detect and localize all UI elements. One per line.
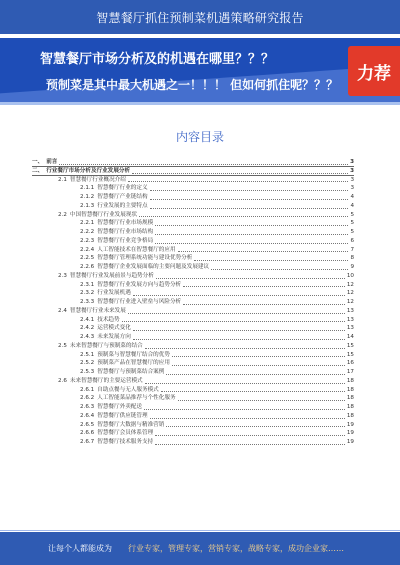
- toc-entry[interactable]: [32, 351, 354, 360]
- toc-dot-leader: [128, 313, 345, 314]
- toc-entry-title: 预制菜与智慧餐厅结合的优势: [97, 351, 170, 358]
- toc-dot-leader: [144, 409, 345, 410]
- report-title-bar: [0, 0, 400, 34]
- toc-entry-title: 预制菜产品在智慧餐厅的应用: [97, 360, 170, 367]
- toc-entry-page: 8: [350, 255, 354, 262]
- toc-entry-title: 自助点餐与无人服务模式: [97, 386, 159, 393]
- hero-subheadline: 预制菜是其中最大机遇之一！！！ 但如何抓住呢？？？: [46, 78, 339, 92]
- toc-entry[interactable]: [32, 386, 354, 395]
- toc-entry[interactable]: [32, 307, 354, 316]
- toc-dot-leader: [155, 225, 348, 226]
- toc-entry[interactable]: [32, 368, 354, 377]
- toc-entry[interactable]: [32, 167, 354, 176]
- toc-entry-page: 14: [346, 334, 354, 340]
- hero-divider: [0, 102, 400, 105]
- toc-entry[interactable]: [32, 176, 354, 185]
- toc-dot-leader: [122, 321, 345, 322]
- toc-dot-leader: [145, 348, 345, 349]
- toc-entry-number: 2.5.3: [80, 369, 95, 375]
- toc-entry-title: 人工智能菜品推荐与个性化服务: [97, 395, 176, 402]
- toc-entry-number: 2.6.3: [80, 404, 95, 410]
- toc-entry-title: 智慧餐厅行业市场结构: [97, 229, 154, 235]
- toc-entry-title: 智慧餐厅外卖配送: [97, 404, 142, 410]
- toc-entry[interactable]: [32, 438, 354, 447]
- toc-entry-page: 13: [346, 325, 354, 332]
- toc-entry-page: 15: [346, 342, 354, 349]
- toc-dot-leader: [155, 234, 348, 235]
- toc-entry-page: 17: [346, 369, 354, 375]
- toc-entry-page: 13: [346, 307, 354, 314]
- toc-entry-title: 智慧餐厅产业链结构: [97, 194, 148, 200]
- toc-entry-page: 4: [350, 194, 354, 200]
- toc-entry[interactable]: [32, 324, 354, 333]
- toc-entry-number: 2.6.4: [80, 412, 95, 419]
- toc-entry[interactable]: [32, 289, 354, 298]
- toc-entry-number: 2.3.1: [80, 281, 95, 288]
- toc-entry-number: 2.6: [58, 377, 67, 384]
- toc-entry-page: 3: [350, 185, 354, 192]
- brand-badge: 力荐: [348, 46, 400, 96]
- toc-entry-number: 2.6.2: [80, 395, 95, 402]
- toc-entry-number: 2.3.3: [80, 299, 95, 305]
- toc-entry-number: 2.1.1: [80, 185, 95, 192]
- toc-entry-number: 2.2.4: [80, 246, 95, 253]
- toc-dot-leader: [150, 208, 349, 209]
- toc-entry[interactable]: [32, 193, 354, 202]
- toc-entry-title: 行业餐厅市场分析及行业发展分析: [46, 167, 131, 174]
- toc-entry-title: 未来智慧餐厅的主要运营模式: [69, 377, 143, 384]
- toc-entry-page: 18: [346, 386, 354, 393]
- toc-entry[interactable]: [32, 359, 354, 368]
- toc-entry-title: 智慧餐厅行业概况介绍: [69, 176, 126, 183]
- toc-entry-title: 智慧餐厅管理系统功能与建设优势分析: [97, 255, 193, 262]
- toc-entry[interactable]: [32, 202, 354, 211]
- toc-entry-page: 9: [350, 264, 354, 270]
- toc-entry-number: 2.2.5: [80, 255, 95, 262]
- toc-entry-page: 5: [350, 229, 354, 235]
- footer-slogan-right: 行业专家，管理专家，营销专家，战略专家，成功企业家……: [128, 544, 344, 553]
- toc-entry[interactable]: [32, 237, 354, 246]
- toc-entry-page: 18: [346, 412, 354, 419]
- toc-entry-number: 2.3: [58, 272, 67, 279]
- toc-entry[interactable]: [32, 298, 354, 307]
- toc-entry[interactable]: [32, 342, 354, 351]
- toc-entry[interactable]: [32, 333, 354, 342]
- toc-entry-title: 行业发展的主要特点: [97, 202, 148, 209]
- toc-entry-page: 12: [346, 281, 354, 288]
- toc-dot-leader: [155, 243, 348, 244]
- toc-dot-leader: [161, 391, 345, 392]
- toc-entry-number: 2.4: [58, 307, 67, 314]
- toc-entry-title: 运营模式变化: [97, 325, 131, 332]
- toc-entry-page: 4: [350, 202, 354, 209]
- footer-slogan-left: 让每个人都能成为: [48, 544, 112, 553]
- toc-dot-leader: [166, 374, 345, 375]
- footer-divider: [0, 530, 400, 531]
- toc-entry-page: 18: [346, 395, 354, 402]
- toc-dot-leader: [150, 199, 349, 200]
- toc-entry-number: 2.6.5: [80, 421, 95, 428]
- toc-entry[interactable]: [32, 394, 354, 403]
- toc-entry-title: 智慧餐厅大数据与精准营销: [97, 421, 165, 428]
- report-title: 智慧餐厅抓住预制菜机遇策略研究报告: [96, 10, 304, 25]
- toc-dot-leader: [156, 278, 345, 279]
- toc-entry-page: 16: [346, 360, 354, 367]
- toc-dot-leader: [172, 365, 345, 366]
- toc-entry[interactable]: [32, 377, 354, 386]
- toc-entry-page: 19: [346, 439, 354, 445]
- toc-entry-title: 智慧餐厅行业竞争格局: [97, 237, 154, 244]
- toc-entry-title: 智慧餐厅行业发展前景与趋势分析: [69, 272, 154, 279]
- toc-dot-leader: [133, 295, 345, 296]
- toc-title: 内容目录: [175, 130, 224, 144]
- toc-entry-title: 智慧餐厅行业发展方向与趋势分析: [97, 281, 182, 288]
- toc-entry-title: 智慧餐厅行业进入壁垒与风险分析: [97, 299, 182, 305]
- toc-entry-page: 3: [350, 159, 354, 165]
- toc-entry-title: 行业发展机遇: [97, 290, 131, 297]
- toc-entry-number: 2.2.6: [80, 264, 95, 270]
- toc-entry-title: 前言: [46, 159, 58, 165]
- footer-bar: [0, 532, 400, 565]
- toc-entry-page: 3: [350, 167, 354, 174]
- toc-entry[interactable]: [32, 158, 354, 167]
- toc-entry-number: 2.2.1: [80, 220, 95, 227]
- toc-entry-number: 2.5.1: [80, 351, 95, 358]
- toc-entry[interactable]: [32, 281, 354, 290]
- toc-entry-page: 13: [346, 316, 354, 323]
- toc-entry-page: 3: [350, 176, 354, 183]
- toc-entry-title: 智慧餐厅技术服务支持: [97, 439, 154, 445]
- toc-entry-number: 一、: [32, 159, 44, 165]
- toc-entry-page: 7: [350, 246, 354, 253]
- toc-dot-leader: [211, 269, 348, 270]
- toc-entry-page: 15: [346, 351, 354, 358]
- toc-entry-title: 中国智慧餐厅行业发展现状: [69, 211, 138, 218]
- toc-entry[interactable]: [32, 403, 354, 412]
- toc-dot-leader: [59, 164, 348, 165]
- toc-entry-title: 智慧餐厅行业的定义: [97, 185, 148, 192]
- toc-entry-number: 2.2: [58, 211, 67, 218]
- toc-entry-page: 12: [346, 290, 354, 297]
- toc-entry[interactable]: [32, 421, 354, 430]
- toc-entry-title: 未来智慧餐厅与预制菜的结合: [69, 342, 143, 349]
- toc-entry-number: 2.1.2: [80, 194, 95, 200]
- table-of-contents: [32, 158, 354, 447]
- toc-entry-number: 2.1.3: [80, 202, 95, 209]
- toc-dot-leader: [155, 435, 345, 436]
- toc-entry-page: 18: [346, 377, 354, 384]
- toc-entry[interactable]: [32, 429, 354, 438]
- toc-entry-title: 技术趋势: [97, 316, 120, 323]
- toc-entry-title: 智慧餐厅会员体系管理: [97, 430, 154, 437]
- toc-dot-leader: [166, 426, 345, 427]
- toc-entry[interactable]: [32, 211, 354, 220]
- toc-entry-page: 19: [346, 430, 354, 437]
- toc-entry-number: 2.3.2: [80, 290, 95, 297]
- toc-entry[interactable]: [32, 184, 354, 193]
- toc-dot-leader: [194, 260, 348, 261]
- toc-entry[interactable]: [32, 272, 354, 281]
- toc-entry[interactable]: [32, 412, 354, 421]
- toc-entry[interactable]: [32, 228, 354, 237]
- toc-dot-leader: [150, 190, 349, 191]
- toc-entry-number: 2.5.2: [80, 360, 95, 367]
- toc-entry-number: 2.5: [58, 342, 67, 349]
- toc-entry[interactable]: [32, 263, 354, 272]
- toc-entry-title: 人工智能技术在智慧餐厅的应用: [97, 246, 176, 253]
- toc-entry-title: 智慧餐厅与预制菜结合案例: [97, 369, 165, 375]
- toc-entry-title: 智慧餐厅行业市场规模: [97, 220, 154, 227]
- toc-dot-leader: [150, 418, 345, 419]
- toc-entry-title: 智慧餐厅供应链管理: [97, 412, 148, 419]
- toc-entry-number: 2.4.1: [80, 316, 95, 323]
- toc-entry-number: 2.2.3: [80, 237, 95, 244]
- toc-dot-leader: [133, 330, 345, 331]
- hero-headline: 智慧餐厅市场分析及的机遇在哪里？？？: [40, 52, 275, 67]
- toc-entry-page: 18: [346, 404, 354, 410]
- toc-entry-number: 2.4.2: [80, 325, 95, 332]
- toc-entry[interactable]: [32, 219, 354, 228]
- toc-entry-number: 2.6.1: [80, 386, 95, 393]
- toc-entry-page: 5: [350, 220, 354, 227]
- toc-dot-leader: [128, 181, 349, 182]
- toc-dot-leader: [178, 251, 349, 252]
- toc-entry-page: 5: [350, 211, 354, 218]
- toc-dot-leader: [132, 173, 348, 174]
- toc-entry-title: 未来发展方向: [97, 334, 131, 340]
- hero-banner: [0, 38, 400, 102]
- toc-entry-number: 2.6.7: [80, 439, 95, 445]
- toc-entry-page: 6: [350, 237, 354, 244]
- toc-entry[interactable]: [32, 316, 354, 325]
- toc-dot-leader: [183, 286, 345, 287]
- toc-entry[interactable]: [32, 254, 354, 263]
- toc-entry-number: 2.6.6: [80, 430, 95, 437]
- toc-entry-title: 智慧餐厅企业发展面临的主要问题及发展建议: [97, 264, 210, 270]
- toc-dot-leader: [183, 304, 345, 305]
- toc-dot-leader: [172, 356, 345, 357]
- toc-dot-leader: [133, 339, 345, 340]
- toc-entry-page: 12: [346, 299, 354, 305]
- toc-entry-title: 智慧餐厅行业未来发展: [69, 307, 126, 314]
- toc-dot-leader: [155, 444, 345, 445]
- toc-entry-page: 10: [346, 272, 354, 279]
- toc-dot-leader: [178, 400, 345, 401]
- toc-entry-number: 2.1: [58, 176, 67, 183]
- toc-entry-number: 二、: [32, 167, 44, 174]
- toc-entry-page: 19: [346, 421, 354, 428]
- toc-entry[interactable]: [32, 246, 354, 255]
- toc-entry-number: 2.2.2: [80, 229, 95, 235]
- toc-dot-leader: [145, 383, 345, 384]
- toc-entry-number: 2.4.3: [80, 334, 95, 340]
- toc-dot-leader: [139, 216, 348, 217]
